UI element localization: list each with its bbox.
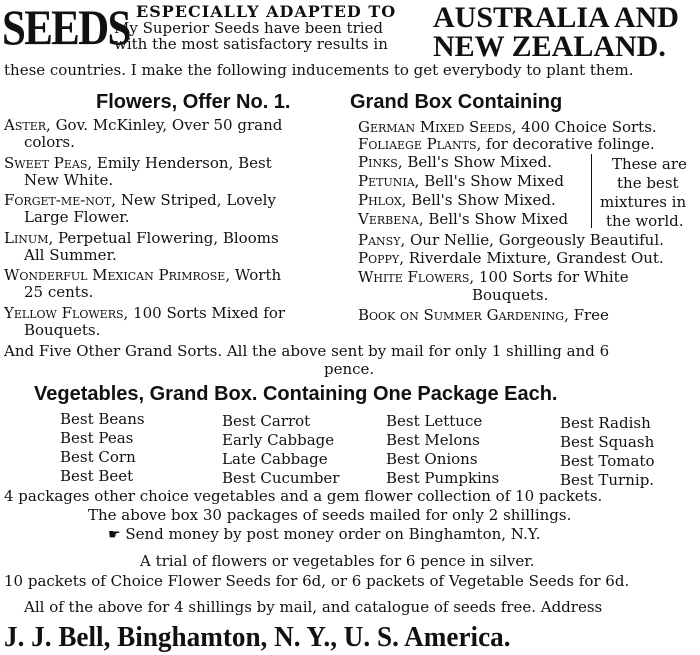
item-desc: , 100 Sorts for White	[469, 268, 629, 286]
flower-desc: , New Striped, Lovely	[111, 191, 276, 209]
item-desc: , Bell's Show Mixed.	[401, 191, 556, 209]
item-name: Pansy	[358, 231, 401, 249]
flower-item-cont: colors.	[24, 133, 75, 151]
item-name: Poppy	[358, 249, 400, 267]
item-name: Pinks	[358, 153, 398, 171]
flower-item-cont: 25 cents.	[24, 283, 94, 301]
box-line: The above box 30 packages of seeds mailed for only 2 shillings.	[88, 506, 572, 524]
packages-line: 4 packages other choice vegetables and a gem flower collection of 10 packets.	[4, 487, 603, 505]
pointing-hand-icon: ☛	[108, 527, 121, 543]
item-name: Verbena	[358, 210, 419, 228]
flower-name: Wonderful Mexican Primrose	[4, 266, 226, 284]
new-zealand-heading: NEW ZEALAND.	[433, 30, 666, 63]
flower-item-cont: Bouquets.	[24, 321, 101, 339]
item-desc: , Bell's Show Mixed	[414, 172, 564, 190]
flowers-offer-heading: Flowers, Offer No. 1.	[96, 91, 291, 113]
flower-desc: , Worth	[225, 266, 282, 284]
veg-item: Best Turnip.	[560, 471, 655, 489]
flower-item	[4, 156, 272, 171]
mixed-item	[358, 155, 552, 170]
veg-item: Best Carrot	[222, 412, 311, 430]
veg-item: Best Lettuce	[386, 412, 483, 430]
flower-name: Aster	[4, 116, 47, 134]
flower-item	[4, 193, 276, 208]
item-desc: , Riverdale Mixture, Grandest Out.	[399, 249, 664, 267]
veg-item: Early Cabbage	[222, 431, 335, 449]
address-footer: J. J. Bell, Binghamton, N. Y., U. S. America.	[4, 622, 511, 653]
flower-desc: , Emily Henderson, Best	[87, 154, 272, 172]
veg-item: Best Beet	[60, 467, 134, 485]
item-desc: , Bell's Show Mixed.	[397, 153, 552, 171]
item-name: Petunia	[358, 172, 415, 190]
item-desc: , Our Nellie, Gorgeously Beautiful.	[400, 231, 664, 249]
intro-line-3: these countries. I make the following inducements to get everybody to plant them.	[4, 61, 634, 79]
vegetables-heading: Vegetables, Grand Box. Containing One Package Each.	[34, 383, 558, 405]
item-name: German Mixed Seeds	[358, 118, 512, 136]
veg-item: Best Beans	[60, 410, 145, 428]
veg-item: Best Squash	[560, 433, 655, 451]
item-desc: , for decorative folinge.	[476, 135, 655, 153]
white-flowers-cont: Bouquets.	[472, 286, 549, 304]
veg-item: Best Tomato	[560, 452, 655, 470]
flower-name: Linum	[4, 229, 49, 247]
book-item	[358, 308, 609, 323]
veg-item: Late Cabbage	[222, 450, 328, 468]
flower-name: Forget-me-not	[4, 191, 112, 209]
flower-desc: , 100 Sorts Mixed for	[123, 304, 286, 322]
flower-item	[4, 118, 282, 133]
item-name: Book on Summer Gardening	[358, 306, 565, 324]
veg-item: Best Pumpkins	[386, 469, 500, 487]
item-name: Phlox	[358, 191, 402, 209]
white-flowers-item	[358, 270, 629, 285]
send-money-text: Send money by post money order on Binghamton, N.Y.	[125, 525, 541, 543]
australia-heading: AUSTRALIA AND	[433, 1, 679, 34]
mixed-item	[358, 174, 564, 189]
mixed-item	[358, 212, 568, 227]
veg-item: Best Melons	[386, 431, 480, 449]
german-mixed-seeds	[358, 120, 657, 135]
flower-item-cont: Large Flower.	[24, 208, 130, 226]
intro-line-2: with the most satisfactory results in	[114, 35, 388, 53]
best-note-line: These are	[612, 155, 687, 173]
flower-desc: , Perpetual Flowering, Blooms	[48, 229, 279, 247]
best-note-line: mixtures in	[600, 193, 687, 211]
mixed-item	[358, 193, 556, 208]
flower-name: Yellow Flowers	[4, 304, 124, 322]
especially-adapted-text: ESPECIALLY ADAPTED TO	[136, 2, 397, 21]
pansy-item	[358, 233, 664, 248]
flower-item	[4, 306, 285, 321]
veg-item: Best Peas	[60, 429, 134, 447]
item-name: White Flowers	[358, 268, 470, 286]
veg-item: Best Onions	[386, 450, 478, 468]
trial-line-1: A trial of flowers or vegetables for 6 pence in silver.	[140, 552, 535, 570]
trial-line-3: All of the above for 4 shillings by mail, and catalogue of seeds free. Address	[24, 598, 603, 616]
flower-name: Sweet Peas	[4, 154, 88, 172]
flower-item	[4, 231, 279, 246]
best-note-line: the best	[617, 174, 679, 192]
seeds-title: SEEDS	[2, 0, 130, 55]
item-desc: , 400 Choice Sorts.	[511, 118, 657, 136]
poppy-item	[358, 251, 664, 266]
bracket-divider	[591, 154, 592, 228]
foliage-plants	[358, 137, 655, 152]
best-note-line: the world.	[606, 212, 684, 230]
intro-line-1: My Superior Seeds have been tried	[114, 19, 384, 37]
item-name: Foliaege Plants	[358, 135, 477, 153]
veg-item: Best Corn	[60, 448, 136, 466]
flower-item-cont: All Summer.	[24, 246, 117, 264]
flower-item	[4, 268, 281, 283]
trial-line-2: 10 packets of Choice Flower Seeds for 6d, or 6 packets of Vegetable Seeds for 6d.	[4, 572, 630, 590]
flower-item-cont: New White.	[24, 171, 114, 189]
send-money-line	[108, 527, 540, 542]
flower-desc: , Gov. McKinley, Over 50 grand	[46, 116, 283, 134]
five-other-line-cont: pence.	[324, 360, 375, 378]
item-desc: , Free	[564, 306, 609, 324]
veg-item: Best Cucumber	[222, 469, 340, 487]
grand-box-heading: Grand Box Containing	[350, 91, 563, 113]
item-desc: , Bell's Show Mixed	[418, 210, 569, 228]
veg-item: Best Radish	[560, 414, 651, 432]
five-other-line: And Five Other Grand Sorts. All the above sent by mail for only 1 shilling and 6	[4, 342, 610, 360]
